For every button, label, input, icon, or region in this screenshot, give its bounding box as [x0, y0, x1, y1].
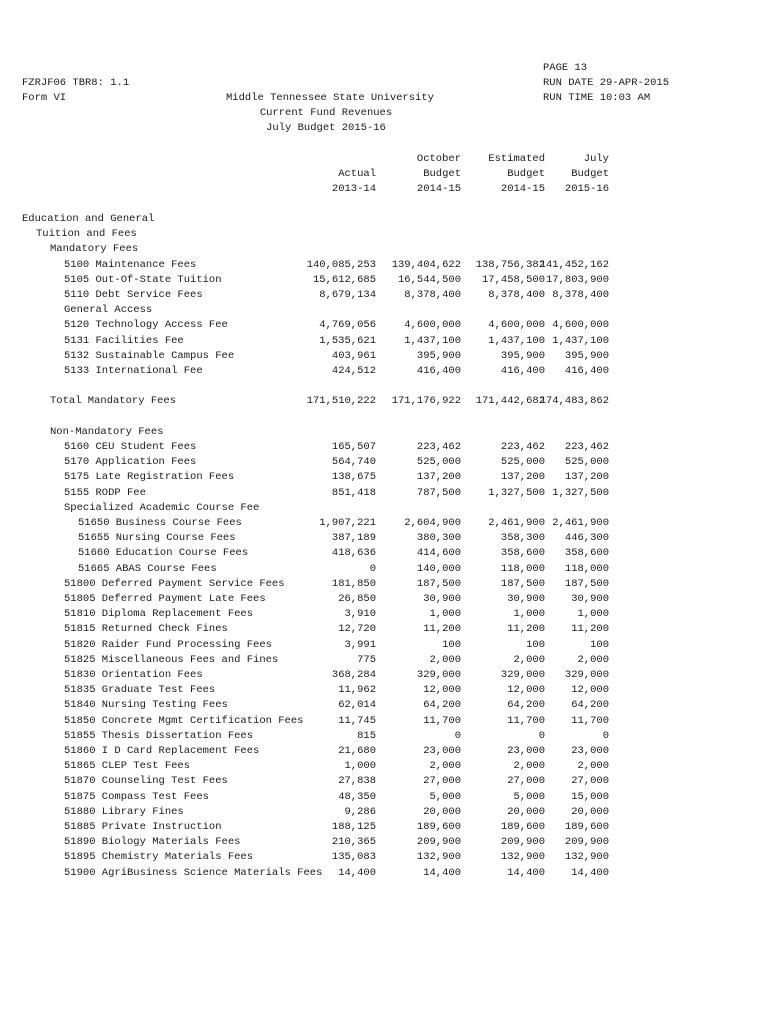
row-value-col4: 20,000 [571, 805, 609, 818]
table-row [0, 592, 770, 607]
table-row [0, 683, 770, 698]
page-number: PAGE 13 [543, 62, 588, 74]
row-value-col1: 564,740 [331, 456, 376, 469]
row-label: Specialized Academic Course Fee [64, 501, 260, 514]
row-label: 5100 Maintenance Fees [64, 258, 197, 271]
institution-name: Middle Tennessee State University [226, 92, 434, 104]
table-row [0, 622, 770, 637]
row-value-col1: 1,000 [344, 760, 376, 773]
row-value-col4: 189,600 [564, 821, 609, 833]
row-value-col3: 14,400 [507, 866, 545, 879]
row-value-col4: 17,803,900 [545, 273, 609, 286]
table-row [0, 820, 770, 835]
table-row [0, 288, 770, 303]
row-value-col1: 181,850 [331, 577, 376, 590]
row-value-col3: 132,900 [500, 851, 545, 864]
row-label: 51855 Thesis Dissertation Fees [64, 729, 254, 742]
row-label: 51665 ABAS Course Fees [78, 562, 217, 575]
row-value-col2: 139,404,622 [391, 258, 461, 271]
table-row [0, 835, 770, 850]
row-value-col2: 11,700 [423, 714, 461, 727]
row-value-col2: 30,900 [423, 593, 461, 605]
table-row [0, 759, 770, 774]
table-row [0, 790, 770, 805]
row-label: 51885 Private Instruction [64, 821, 222, 833]
row-value-col3: 416,400 [500, 365, 545, 377]
table-row [0, 653, 770, 668]
table-row [0, 318, 770, 333]
section-heading-row [0, 303, 770, 318]
row-value-col3: 187,500 [500, 577, 545, 590]
row-label: 51890 Biology Materials Fees [64, 836, 241, 849]
row-value-col3: 209,900 [500, 836, 545, 849]
row-value-col1: 21,680 [338, 745, 376, 757]
row-value-col1: 1,907,221 [319, 517, 376, 529]
col-header-october-line3: 2014-15 [416, 183, 461, 195]
row-label: 5175 Late Registration Fees [64, 471, 235, 484]
table-row [0, 486, 770, 501]
row-label: Non-Mandatory Fees [50, 425, 164, 438]
table-row [0, 714, 770, 729]
row-value-col4: 4,600,000 [552, 319, 609, 332]
row-value-col3: 8,378,400 [488, 289, 545, 301]
row-value-col4: 0 [602, 729, 609, 742]
col-header-july-line3: 2015-16 [564, 183, 609, 195]
row-label: 51660 Education Course Fees [78, 547, 249, 560]
row-value-col1: 3,991 [344, 638, 376, 651]
row-value-col2: 380,300 [416, 532, 461, 545]
row-value-col2: 8,378,400 [404, 289, 461, 301]
table-row [0, 805, 770, 820]
section-heading-row [0, 212, 770, 227]
row-label: 5160 CEU Student Fees [64, 441, 197, 453]
row-value-col2: 140,000 [416, 562, 461, 575]
row-value-col3: 27,000 [507, 775, 545, 788]
row-value-col4: 525,000 [564, 456, 609, 469]
row-value-col2: 209,900 [416, 836, 461, 849]
row-value-col4: 1,000 [577, 608, 609, 621]
row-value-col4: 118,000 [564, 562, 609, 575]
row-value-col2: 11,200 [423, 623, 461, 636]
row-value-col1: 15,612,685 [312, 273, 376, 286]
row-label: Tuition and Fees [36, 228, 137, 241]
row-value-col2: 100 [442, 638, 461, 651]
spacer-row [0, 379, 770, 394]
row-value-col1: 775 [357, 653, 376, 666]
col-header-july-line2: Budget [571, 168, 609, 180]
row-label: 51835 Graduate Test Fees [64, 684, 216, 697]
row-value-col3: 100 [526, 638, 545, 651]
col-header-actual-line3: 2013-14 [331, 183, 376, 195]
table-row [0, 774, 770, 789]
row-value-col4: 209,900 [564, 836, 609, 849]
row-value-col4: 395,900 [564, 349, 609, 362]
row-value-col4: 30,900 [571, 593, 609, 605]
row-label: 5110 Debt Service Fees [64, 289, 203, 301]
row-label: 51830 Orientation Fees [64, 669, 203, 681]
row-value-col3: 17,458,500 [481, 273, 545, 286]
row-label: 5133 International Fee [64, 365, 203, 377]
row-label: 5131 Facilities Fee [64, 334, 184, 347]
row-value-col2: 414,600 [416, 547, 461, 560]
row-value-col3: 525,000 [500, 456, 545, 469]
row-label: 5120 Technology Access Fee [64, 319, 228, 332]
col-header-estimated-line3: 2014-15 [500, 183, 545, 195]
row-value-col3: 12,000 [507, 684, 545, 697]
col-header-october-line2: Budget [423, 168, 461, 180]
row-value-col2: 2,000 [429, 760, 461, 773]
table-row [0, 516, 770, 531]
row-value-col1: 3,910 [344, 608, 376, 621]
table-row [0, 455, 770, 470]
row-label: 51825 Miscellaneous Fees and Fines [64, 653, 279, 666]
row-value-col4: 100 [590, 638, 609, 651]
row-value-col4: 446,300 [564, 532, 609, 545]
row-value-col3: 395,900 [500, 349, 545, 362]
report-id: FZRJF06 TBR8: 1.1 [22, 77, 130, 89]
table-row [0, 258, 770, 273]
row-value-col3: 329,000 [500, 669, 545, 681]
row-label: 5132 Sustainable Campus Fee [64, 349, 235, 362]
row-value-col3: 5,000 [513, 790, 545, 803]
row-value-col1: 140,085,253 [306, 258, 376, 271]
row-label: 51880 Library Fines [64, 805, 184, 818]
row-value-col4: 1,437,100 [552, 334, 609, 347]
row-value-col1: 171,510,222 [306, 395, 376, 408]
row-value-col1: 0 [369, 562, 376, 575]
row-value-col3: 11,200 [507, 623, 545, 636]
row-value-col3: 1,000 [513, 608, 545, 621]
row-value-col2: 12,000 [423, 684, 461, 697]
row-value-col1: 387,189 [331, 532, 376, 545]
row-value-col4: 141,452,162 [539, 258, 609, 271]
row-value-col1: 1,535,621 [319, 334, 376, 347]
form-label: Form VI [22, 92, 67, 104]
row-label: 5155 RODP Fee [64, 486, 146, 499]
row-value-col3: 171,442,682 [475, 395, 545, 408]
row-value-col1: 27,838 [338, 775, 376, 788]
table-row [0, 850, 770, 865]
row-label: 51895 Chemistry Materials Fees [64, 851, 254, 864]
col-header-october-line1: October [416, 153, 461, 165]
row-value-col3: 358,600 [500, 547, 545, 560]
row-value-col4: 11,700 [571, 714, 609, 727]
row-value-col1: 135,083 [331, 851, 376, 864]
row-value-col3: 23,000 [507, 745, 545, 757]
row-value-col1: 11,745 [338, 714, 376, 727]
row-value-col2: 4,600,000 [404, 319, 461, 332]
row-label: 51850 Concrete Mgmt Certification Fees [64, 714, 304, 727]
row-label: Mandatory Fees [50, 243, 139, 256]
row-label: 51860 I D Card Replacement Fees [64, 745, 260, 757]
row-value-col3: 2,000 [513, 653, 545, 666]
table-row [0, 470, 770, 485]
section-heading-row [0, 501, 770, 516]
row-value-col2: 0 [454, 729, 461, 742]
row-label: 51805 Deferred Payment Late Fees [64, 593, 266, 605]
row-value-col4: 14,400 [571, 866, 609, 879]
row-value-col4: 2,461,900 [552, 517, 609, 529]
row-value-col3: 4,600,000 [488, 319, 545, 332]
run-time: RUN TIME 10:03 AM [543, 92, 651, 104]
table-row [0, 440, 770, 455]
row-value-col2: 23,000 [423, 745, 461, 757]
table-row [0, 334, 770, 349]
run-date: RUN DATE 29-APR-2015 [543, 77, 670, 89]
row-value-col4: 223,462 [564, 441, 609, 453]
row-value-col2: 2,000 [429, 653, 461, 666]
row-value-col4: 358,600 [564, 547, 609, 560]
report-subtitle: July Budget 2015-16 [266, 122, 386, 134]
row-label: General Access [64, 304, 153, 317]
table-row [0, 866, 770, 881]
col-header-estimated-line1: Estimated [488, 153, 545, 165]
row-value-col1: 138,675 [331, 471, 376, 484]
row-value-col4: 15,000 [571, 790, 609, 803]
row-label: 51870 Counseling Test Fees [64, 775, 228, 788]
row-value-col2: 416,400 [416, 365, 461, 377]
row-label: 5170 Application Fees [64, 456, 197, 469]
row-value-col2: 1,000 [429, 608, 461, 621]
row-value-col4: 12,000 [571, 684, 609, 697]
table-row [0, 562, 770, 577]
row-value-col1: 62,014 [338, 699, 376, 712]
row-value-col2: 525,000 [416, 456, 461, 469]
row-value-col2: 27,000 [423, 775, 461, 788]
row-value-col2: 223,462 [416, 441, 461, 453]
row-value-col2: 14,400 [423, 866, 461, 879]
row-value-col2: 64,200 [423, 699, 461, 712]
row-value-col2: 187,500 [416, 577, 461, 590]
row-value-col4: 416,400 [564, 365, 609, 377]
row-value-col1: 815 [357, 729, 376, 742]
row-value-col4: 64,200 [571, 699, 609, 712]
row-label: 51900 AgriBusiness Science Materials Fees [64, 866, 323, 879]
row-value-col1: 26,850 [338, 593, 376, 605]
row-value-col1: 11,962 [338, 684, 376, 697]
row-value-col3: 138,756,382 [475, 258, 545, 271]
row-value-col4: 2,000 [577, 653, 609, 666]
row-value-col2: 171,176,922 [391, 395, 461, 408]
row-value-col3: 1,437,100 [488, 334, 545, 347]
row-value-col3: 2,461,900 [488, 517, 545, 529]
table-row [0, 394, 770, 409]
row-value-col3: 2,000 [513, 760, 545, 773]
row-label: 5105 Out-Of-State Tuition [64, 273, 222, 286]
row-value-col1: 851,418 [331, 486, 376, 499]
table-row [0, 349, 770, 364]
row-value-col2: 1,437,100 [404, 334, 461, 347]
row-value-col4: 137,200 [564, 471, 609, 484]
col-header-actual-line2: Actual [338, 168, 376, 180]
section-heading-row [0, 425, 770, 440]
row-value-col4: 2,000 [577, 760, 609, 773]
row-value-col4: 27,000 [571, 775, 609, 788]
table-row [0, 729, 770, 744]
row-value-col2: 329,000 [416, 669, 461, 681]
col-header-estimated-line2: Budget [507, 168, 545, 180]
row-value-col3: 137,200 [500, 471, 545, 484]
row-value-col3: 189,600 [500, 821, 545, 833]
table-row [0, 577, 770, 592]
row-value-col2: 395,900 [416, 349, 461, 362]
row-value-col2: 5,000 [429, 790, 461, 803]
table-row [0, 364, 770, 379]
table-row [0, 698, 770, 713]
row-value-col3: 20,000 [507, 805, 545, 818]
table-row [0, 744, 770, 759]
row-value-col1: 418,636 [331, 547, 376, 560]
row-value-col2: 16,544,500 [397, 273, 461, 286]
row-value-col2: 137,200 [416, 471, 461, 484]
row-value-col1: 48,350 [338, 790, 376, 803]
row-value-col4: 329,000 [564, 669, 609, 681]
section-heading-row [0, 227, 770, 242]
table-row [0, 546, 770, 561]
row-value-col4: 1,327,500 [552, 486, 609, 499]
table-row [0, 273, 770, 288]
row-value-col3: 30,900 [507, 593, 545, 605]
table-row [0, 531, 770, 546]
row-value-col3: 118,000 [500, 562, 545, 575]
row-value-col2: 2,604,900 [404, 517, 461, 529]
row-value-col1: 188,125 [331, 821, 376, 833]
row-label: 51800 Deferred Payment Service Fees [64, 577, 285, 590]
row-value-col1: 8,679,134 [319, 289, 376, 301]
row-value-col1: 165,507 [331, 441, 376, 453]
table-row [0, 668, 770, 683]
row-label: 51875 Compass Test Fees [64, 790, 209, 803]
row-value-col1: 403,961 [331, 349, 376, 362]
row-label: 51840 Nursing Testing Fees [64, 699, 228, 712]
spacer-row [0, 410, 770, 425]
row-value-col1: 4,769,056 [319, 319, 376, 332]
col-header-july-line1: July [583, 153, 609, 165]
row-value-col1: 368,284 [331, 669, 376, 681]
section-heading-row [0, 242, 770, 257]
row-label: Education and General [22, 213, 155, 225]
row-label: 51655 Nursing Course Fees [78, 532, 236, 545]
row-label: 51820 Raider Fund Processing Fees [64, 638, 272, 651]
row-value-col3: 0 [538, 729, 545, 742]
row-value-col4: 11,200 [571, 623, 609, 636]
row-value-col3: 358,300 [500, 532, 545, 545]
row-value-col1: 14,400 [338, 866, 376, 879]
row-value-col1: 210,365 [331, 836, 376, 849]
row-value-col4: 8,378,400 [552, 289, 609, 301]
table-row [0, 607, 770, 622]
row-label: 51815 Returned Check Fines [64, 623, 228, 636]
row-label: 51650 Business Course Fees [78, 517, 242, 529]
row-value-col4: 174,483,862 [539, 395, 609, 408]
row-label: 51865 CLEP Test Fees [64, 760, 191, 773]
row-value-col3: 1,327,500 [488, 486, 545, 499]
row-value-col3: 11,700 [507, 714, 545, 727]
row-label: Total Mandatory Fees [50, 395, 177, 408]
row-value-col3: 223,462 [500, 441, 545, 453]
table-row [0, 638, 770, 653]
row-value-col2: 787,500 [416, 486, 461, 499]
row-label: 51810 Diploma Replacement Fees [64, 608, 254, 621]
row-value-col2: 20,000 [423, 805, 461, 818]
row-value-col4: 132,900 [564, 851, 609, 864]
report-title: Current Fund Revenues [259, 107, 393, 119]
row-value-col3: 64,200 [507, 699, 545, 712]
row-value-col1: 9,286 [344, 805, 376, 818]
row-value-col4: 187,500 [564, 577, 609, 590]
row-value-col2: 132,900 [416, 851, 461, 864]
row-value-col4: 23,000 [571, 745, 609, 757]
row-value-col1: 12,720 [338, 623, 376, 636]
row-value-col2: 189,600 [416, 821, 461, 833]
row-value-col1: 424,512 [331, 365, 376, 377]
